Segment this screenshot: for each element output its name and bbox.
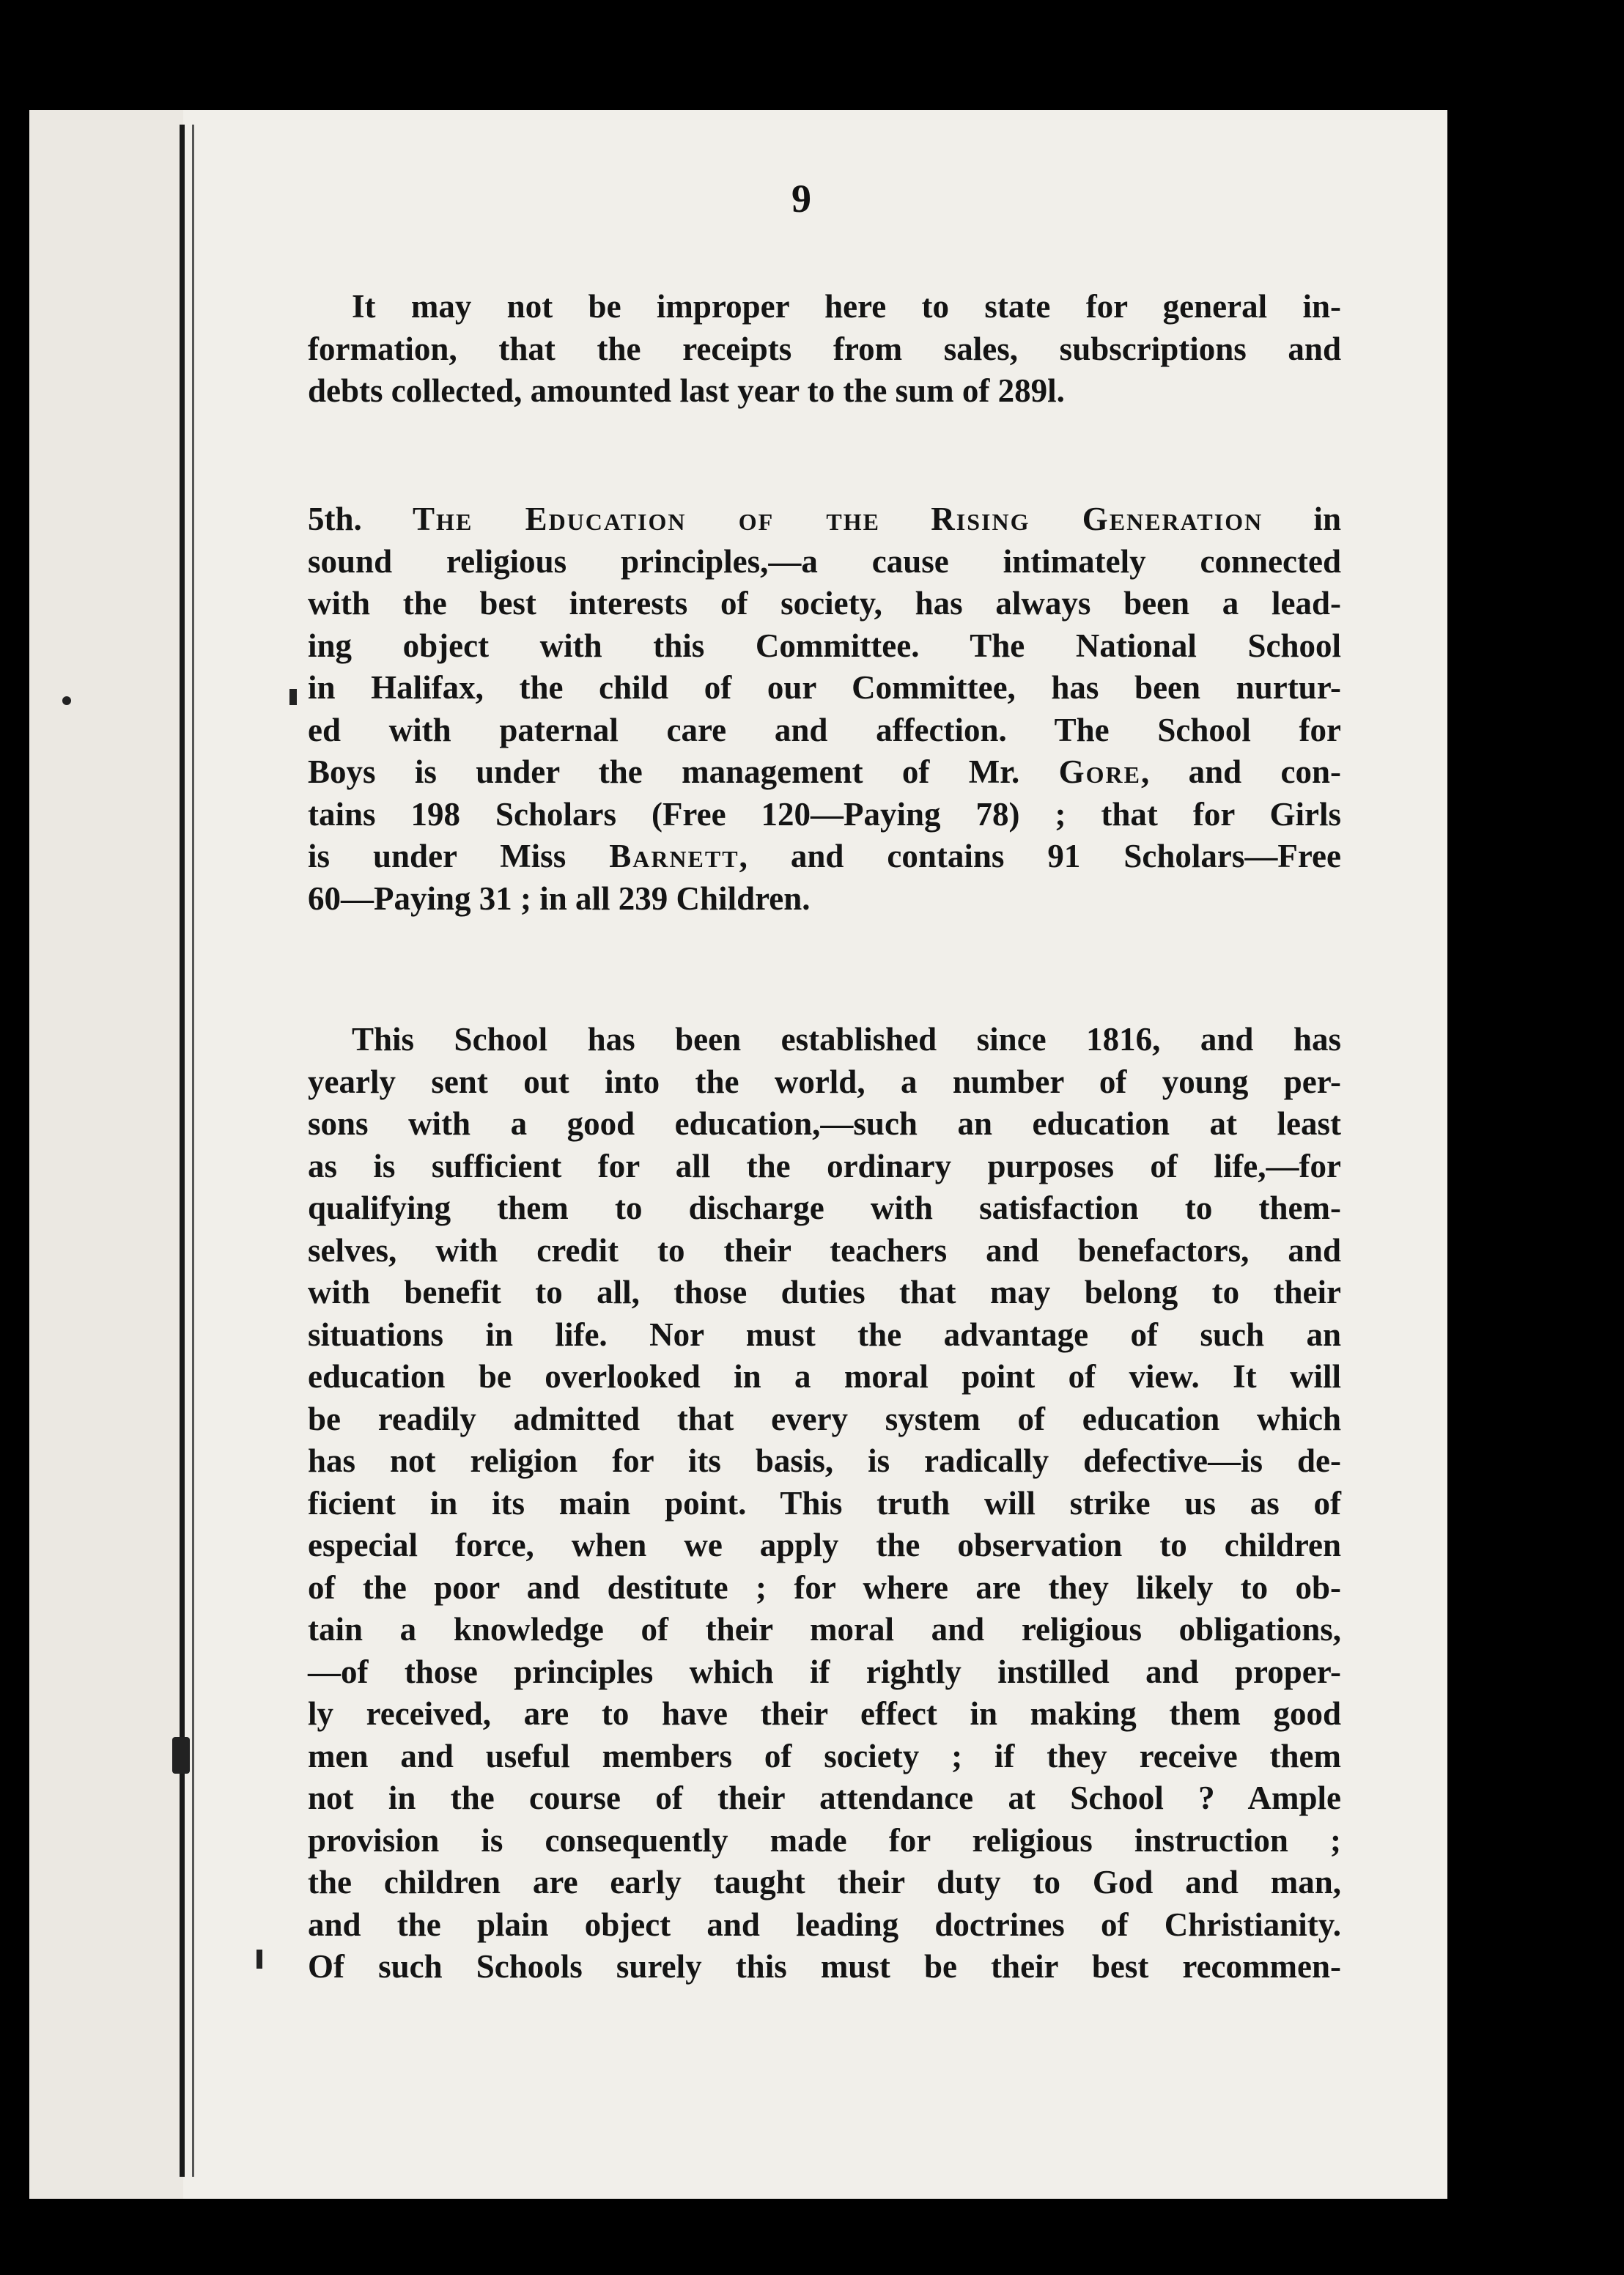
text-line: has not religion for its basis, is radically defective—is de- <box>308 1442 1341 1479</box>
margin-mark <box>172 1737 190 1774</box>
text-line: men and useful members of society ; if they receive them <box>308 1737 1341 1774</box>
text-line: This School has been established since 1816, and has <box>352 1021 1341 1058</box>
text-line <box>308 751 1341 794</box>
text-line <box>308 836 1341 878</box>
book-page <box>29 110 1447 2199</box>
text-line: and the plain object and leading doctrines of Christianity. <box>308 1906 1341 1943</box>
section-heading-2: Rising Generation <box>931 501 1263 537</box>
paragraph-school <box>308 1019 1341 1988</box>
text-line: ficient in its main point. This truth will strike us as of <box>308 1484 1341 1522</box>
text-segment: , and contains 91 Scholars—Free <box>739 838 1341 874</box>
facing-page-edge <box>29 110 183 2199</box>
text-line: It may not be improper here to state for general in- <box>352 288 1341 325</box>
text-line: ly received, are to have their effect in making them good <box>308 1695 1341 1732</box>
paragraph-education <box>308 498 1341 920</box>
text-segment: is under Miss <box>308 838 610 874</box>
section-heading-1: The Education of the <box>413 501 881 537</box>
text-line: formation, that the receipts from sales, subscriptions and <box>308 330 1341 367</box>
name-gore: Gore <box>1058 753 1142 790</box>
paragraph-receipts <box>308 286 1341 413</box>
text-segment: , and con- <box>1141 753 1341 790</box>
text-line: 60—Paying 31 ; in all 239 Children. <box>308 880 811 917</box>
text-line: especial force, when we apply the observation to children <box>308 1527 1341 1563</box>
text-line: situations in life. Nor must the advantage of such an <box>308 1316 1341 1353</box>
text-line: —of those principles which if rightly instilled and proper- <box>308 1653 1341 1690</box>
text-line: sound religious principles,—a cause intimately connected <box>308 542 1341 580</box>
text-line: yearly sent out into the world, a number of young per- <box>308 1063 1341 1100</box>
text-line: ing object with this Committee. The National School <box>308 627 1341 664</box>
section-number: 5th. <box>308 501 362 537</box>
text-line: tain a knowledge of their moral and religious obligations, <box>308 1611 1341 1648</box>
margin-mark <box>289 689 297 705</box>
text-line: provision is consequently made for religious instruction ; <box>308 1821 1341 1859</box>
text-line-heading <box>308 498 1341 541</box>
text-segment: Boys is under the management of Mr. <box>308 753 1059 790</box>
text-line: with the best interests of society, has always been a lead- <box>308 585 1341 622</box>
text-line: be readily admitted that every system of education which <box>308 1400 1341 1437</box>
text-line: education be overlooked in a moral point of view. It will <box>308 1358 1341 1395</box>
text-line: with benefit to all, those duties that may belong to their <box>308 1274 1341 1310</box>
text-line: of the poor and destitute ; for where are they likely to ob- <box>308 1568 1341 1606</box>
text-line: not in the course of their attendance at School ? Ample <box>308 1780 1341 1816</box>
text-line: Of such Schools surely this must be their best recommen- <box>308 1948 1341 1985</box>
text-line: tains 198 Scholars (Free 120—Paying 78) ; that for Girls <box>308 795 1341 833</box>
text-line: qualifying them to discharge with satisfaction to them- <box>308 1190 1341 1226</box>
page-gutter-inner <box>192 125 194 2177</box>
text-line: the children are early taught their duty to God and man, <box>308 1864 1341 1900</box>
heading-tail: in <box>1313 501 1342 537</box>
margin-mark <box>62 696 71 705</box>
text-line: in Halifax, the child of our Committee, has been nurtur- <box>308 669 1341 706</box>
text-line: sons with a good education,—such an education at least <box>308 1105 1341 1142</box>
page-number: 9 <box>791 177 811 221</box>
text-line: as is sufficient for all the ordinary purposes of life,—for <box>308 1147 1341 1184</box>
page-gutter <box>180 125 185 2177</box>
text-line: debts collected, amounted last year to the sum of 289l. <box>308 372 1065 409</box>
margin-mark <box>256 1950 262 1969</box>
name-barnett: Barnett <box>609 838 739 874</box>
text-line: ed with paternal care and affection. The School for <box>308 711 1341 748</box>
text-line: selves, with credit to their teachers and benefactors, and <box>308 1231 1341 1269</box>
